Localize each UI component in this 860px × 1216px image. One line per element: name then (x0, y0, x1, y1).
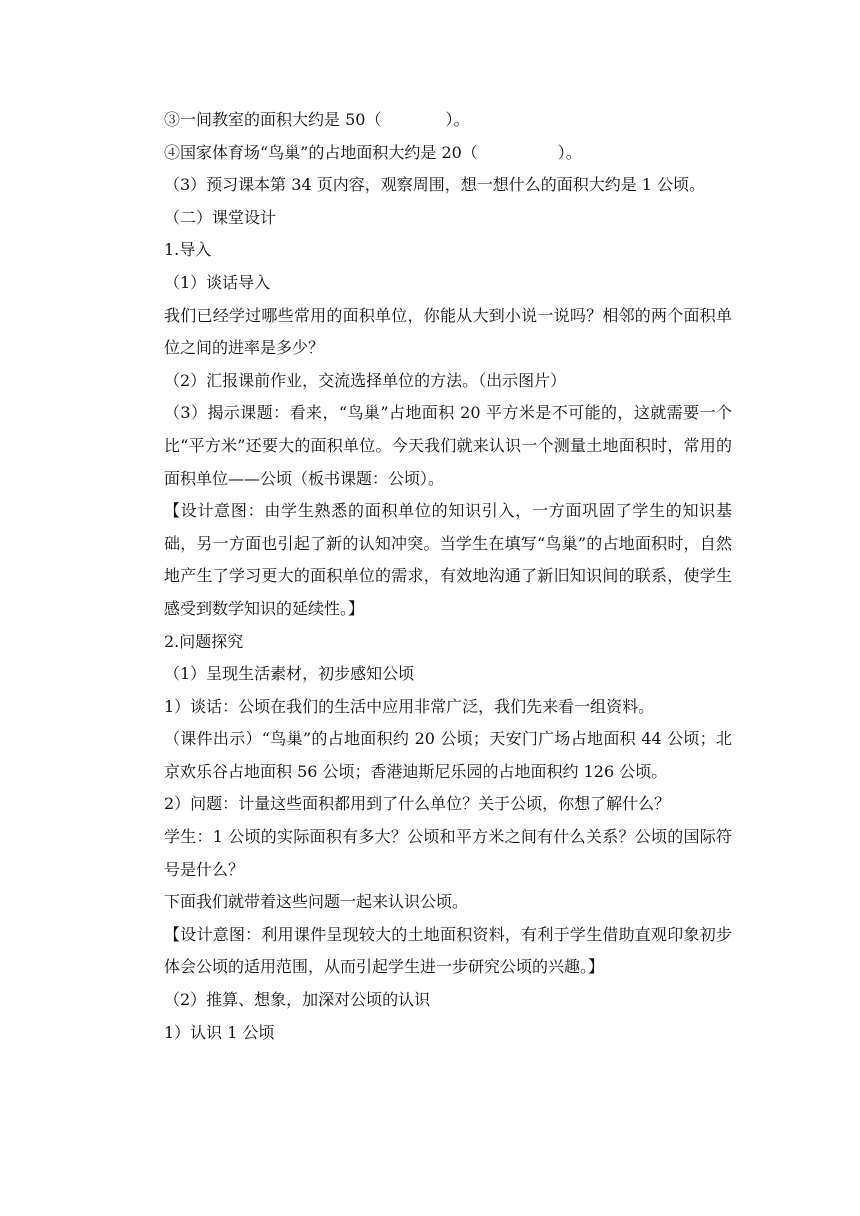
document-body (164, 104, 732, 1049)
paragraph-birds-nest-area: ④国家体育场“鸟巢”的占地面积大约是 20（ ）。 (164, 142, 582, 162)
paragraph-question-units: 2）问题：计量这些面积都用到了什么单位？关于公顷，你想了解什么？ (164, 794, 671, 814)
subheading-life-materials: （1）呈现生活素材，初步感知公顷 (164, 664, 415, 684)
paragraph-design-intent-1: 【设计意图：由学生熟悉的面积单位的知识引入，一方面巩固了学生的知识基础，另一方面也引起了新的认知冲突。当学生在填写“鸟巢”的占地面积时，自然地产生了学习更大的面积单位的需求，有效地沟通了新旧知识间的联系，使学生感受到数学知识的延续性。】 (164, 501, 732, 618)
subheading-talk-intro: （1）谈话导入 (164, 272, 271, 292)
section-heading-class-design: （二）课堂设计 (164, 207, 277, 227)
paragraph-reveal-topic: （3）揭示课题：看来，“鸟巢”占地面积 20 平方米是不可能的，这就需要一个比“平方米”还要大的面积单位。今天我们就来认识一个测量土地面积时，常用的面积单位——公顷（板书课题：公顷）。 (164, 403, 732, 488)
paragraph-courseware-data: （课件出示）“鸟巢”的占地面积约 20 公顷；天安门广场占地面积 44 公顷；北京欢乐谷占地面积 56 公顷；香港迪斯尼乐园的占地面积约 126 公顷。 (164, 729, 732, 781)
section-heading-introduction: 1.导入 (164, 240, 212, 260)
paragraph-preview-task: （3）预习课本第 34 页内容，观察周围，想一想什么的面积大约是 1 公顷。 (164, 175, 706, 195)
paragraph-lead-in: 下面我们就带着这些问题一起来认识公顷。 (164, 892, 469, 912)
paragraph-area-units-question: 我们已经学过哪些常用的面积单位，你能从大到小说一说吗？相邻的两个面积单位之间的进率是多少？ (164, 305, 732, 358)
subheading-estimate-imagine: （2）推算、想象，加深对公顷的认识 (164, 990, 431, 1010)
subheading-one-hectare: 1）认识 1 公顷 (164, 1022, 275, 1042)
paragraph-classroom-area: ③一间教室的面积大约是 50（ ）。 (164, 110, 470, 129)
paragraph-design-intent-2: 【设计意图：利用课件呈现较大的土地面积资料，有利于学生借助直观印象初步体会公顷的适用范围，从而引起学生进一步研究公顷的兴趣。】 (164, 924, 732, 977)
paragraph-talk-hectare: 1）谈话：公顷在我们的生活中应用非常广泛，我们先来看一组资料。 (164, 696, 655, 716)
subheading-report-homework: （2）汇报课前作业，交流选择单位的方法。（出示图片） (164, 370, 567, 390)
section-heading-problem-exploration: 2.问题探究 (164, 631, 244, 651)
paragraph-student-questions: 学生：1 公顷的实际面积有多大？公顷和平方米之间有什么关系？公顷的国际符号是什么？ (164, 827, 732, 879)
